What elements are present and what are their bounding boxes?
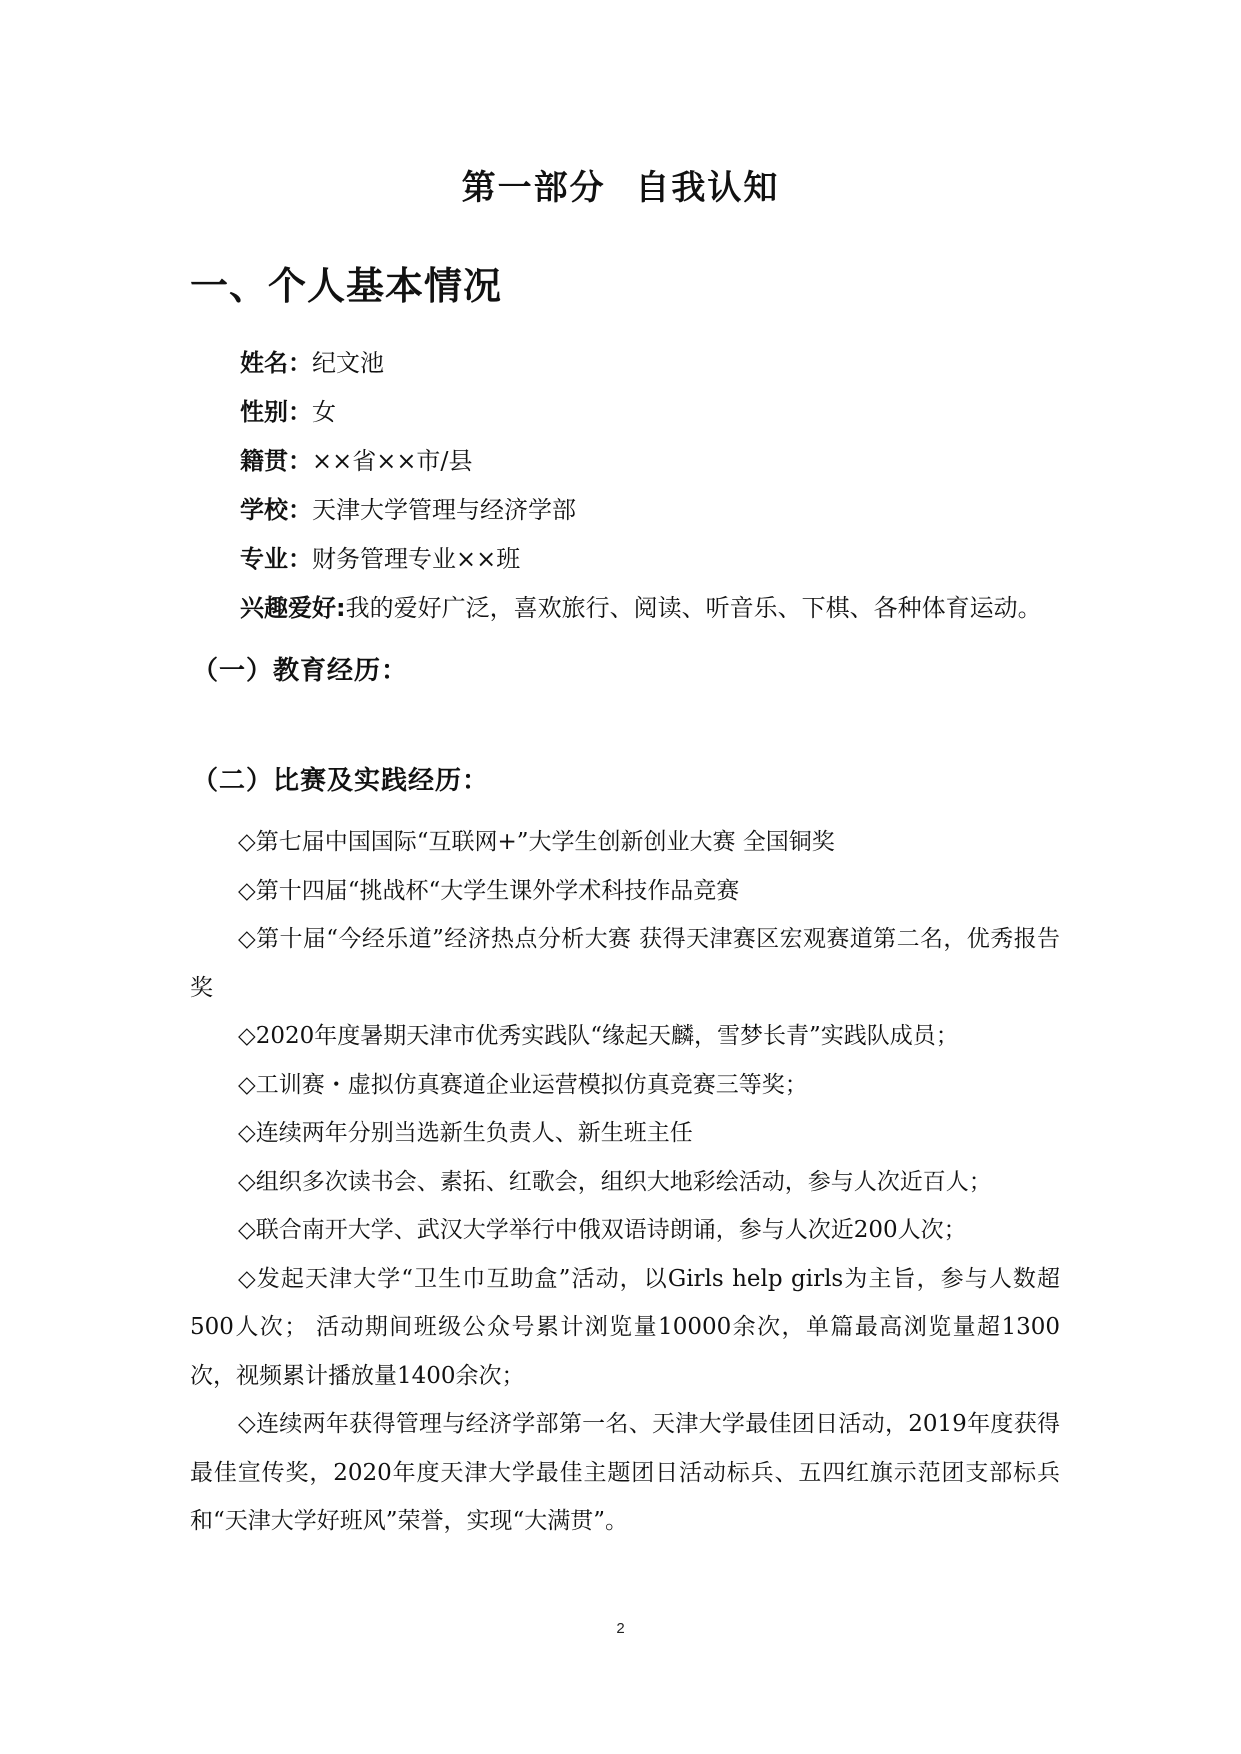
experience-item: ◇第十届“今经乐道”经济热点分析大赛 获得天津赛区宏观赛道第二名，优秀报告奖 xyxy=(190,926,1060,1001)
info-row-school xyxy=(240,490,1120,539)
experience-item: ◇发起天津大学“卫生巾互助盒”活动，以Girls help girls为主旨，参与人数超500人次； 活动期间班级公众号累计浏览量10000余次，单篇最高浏览量超1300次，视频累计播放量1400余次； xyxy=(190,1265,1060,1389)
info-row-hobbies xyxy=(240,588,1120,637)
part-title: 第一部分 自我认知 xyxy=(461,168,780,208)
info-label: 性别： xyxy=(240,398,312,426)
info-label: 兴趣爱好: xyxy=(240,594,346,622)
experience-item: ◇第十四届“挑战杯“大学生课外学术科技作品竞赛 xyxy=(238,877,740,904)
info-row-gender xyxy=(240,392,1120,441)
info-row-hometown xyxy=(240,441,1120,490)
info-value: 财务管理专业××班 xyxy=(312,545,521,573)
experience-item: ◇组织多次读书会、素拓、红歌会，组织大地彩绘活动，参与人次近百人； xyxy=(238,1168,992,1195)
experience-list xyxy=(190,818,1060,1546)
experience-item: ◇连续两年分别当选新生负责人、新生班主任 xyxy=(238,1120,693,1146)
info-value: 纪文池 xyxy=(312,349,384,377)
info-value: 天津大学管理与经济学部 xyxy=(312,496,576,524)
section-title: 一、个人基本情况 xyxy=(190,264,503,308)
experience-item: ◇2020年度暑期天津市优秀实践队“缘起天麟，雪梦长青”实践队成员； xyxy=(238,1023,959,1049)
experience-item: ◇联合南开大学、武汉大学举行中俄双语诗朗诵，参与人次近200人次； xyxy=(238,1217,967,1243)
info-value: 我的爱好广泛，喜欢旅行、阅读、听音乐、下棋、各种体育运动。 xyxy=(345,594,1042,622)
education-heading: （一）教育经历： xyxy=(192,656,409,686)
info-row-major xyxy=(240,539,1120,588)
experience-item: ◇第七届中国国际“互联网+”大学生创新创业大赛 全国铜奖 xyxy=(238,829,835,855)
competition-heading: （二）比赛及实践经历： xyxy=(192,766,490,796)
info-label: 专业： xyxy=(240,545,312,573)
page-number: 2 xyxy=(616,1620,625,1637)
experience-item: ◇连续两年获得管理与经济学部第一名、天津大学最佳团日活动，2019年度获得最佳宣传奖，2020年度天津大学最佳主题团日活动标兵、五四红旗示范团支部标兵和“天津大学好班风”荣誉，实现“大满贯”。 xyxy=(190,1411,1060,1534)
info-label: 籍贯： xyxy=(240,447,312,475)
experience-item: ◇工训赛・虚拟仿真赛道企业运营模拟仿真竞赛三等奖； xyxy=(238,1071,808,1098)
info-label: 学校： xyxy=(240,496,312,524)
basic-info-list xyxy=(240,343,1120,637)
info-row-name xyxy=(240,343,1120,392)
info-value: 女 xyxy=(312,398,336,426)
info-value: ××省××市/县 xyxy=(312,447,473,475)
info-label: 姓名： xyxy=(240,349,312,377)
